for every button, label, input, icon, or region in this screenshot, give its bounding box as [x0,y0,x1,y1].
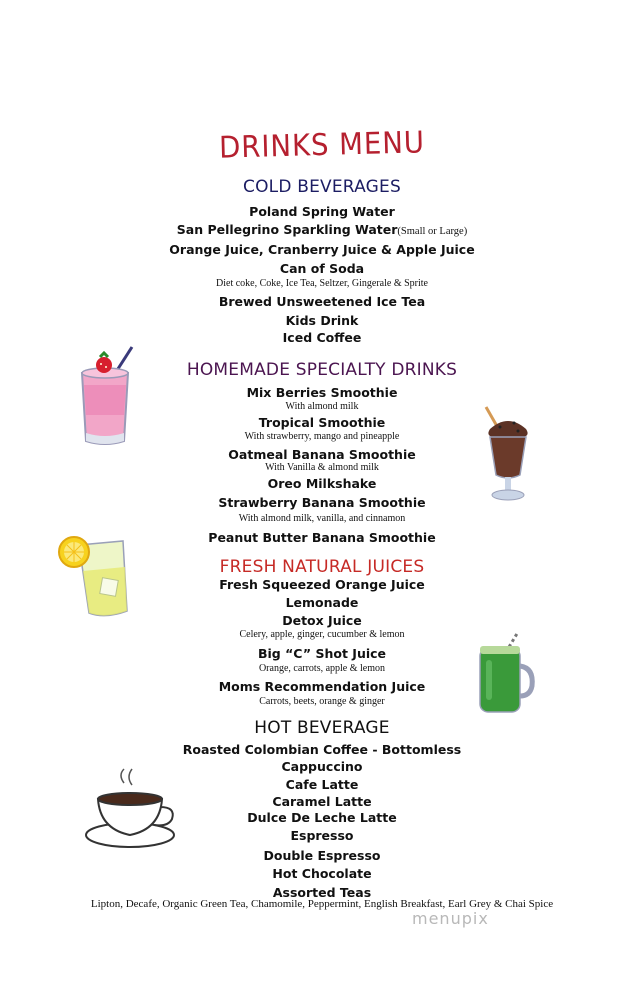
item-tropical-note: With strawberry, mango and pineapple [244,431,400,442]
item-double-espresso: Double Espresso [263,848,381,863]
item-mix-berries-note: With almond milk [285,401,359,412]
item-poland-spring: Poland Spring Water [249,204,395,219]
item-peanut-butter: Peanut Butter Banana Smoothie [208,530,436,545]
fresh-juices-heading: FRESH NATURAL JUICES [219,557,425,577]
menu-title: DRINKS MENU [218,125,426,166]
item-can-of-soda-note: Diet coke, Coke, Ice Tea, Seltzer, Gingerale & Sprite [216,278,428,289]
item-can-of-soda: Can of Soda [279,261,365,276]
item-espresso: Espresso [290,828,354,843]
item-caramel-latte: Caramel Latte [272,794,372,809]
item-colombian-coffee: Roasted Colombian Coffee - Bottomless [182,742,462,757]
item-moms-recommendation: Moms Recommendation Juice [218,679,426,694]
item-assorted-teas: Assorted Teas [272,885,372,900]
item-oreo-milkshake: Oreo Milkshake [267,476,377,491]
hot-beverage-heading: HOT BEVERAGE [254,718,390,738]
item-big-c: Big “C” Shot Juice [257,646,387,661]
item-oatmeal-banana: Oatmeal Banana Smoothie [228,447,416,462]
item-lemonade: Lemonade [285,595,359,610]
item-detox-note: Celery, apple, ginger, cucumber & lemon [239,629,405,640]
item-cafe-latte: Cafe Latte [285,777,359,792]
green-juice-jar-icon [472,630,542,720]
item-strawberry-banana: Strawberry Banana Smoothie [218,495,426,510]
specialty-drinks-heading: HOMEMADE SPECIALTY DRINKS [186,360,458,380]
item-tropical: Tropical Smoothie [258,415,386,430]
coffee-cup-icon [82,765,182,855]
item-oatmeal-banana-note: With Vanilla & almond milk [265,462,379,473]
item-san-pellegrino-size: (Small or Large) [397,226,468,237]
item-san-pellegrino-label: San Pellegrino Sparkling Water [176,222,398,237]
item-strawberry-banana-note: With almond milk, vanilla, and cinnamon [238,513,406,524]
item-orange-juice: Fresh Squeezed Orange Juice [219,577,425,592]
lemonade-glass-icon [57,533,132,623]
watermark: menupix [412,909,489,928]
item-hot-chocolate: Hot Chocolate [272,866,372,881]
smoothie-glass-icon [74,345,144,450]
item-san-pellegrino [0,222,644,237]
item-juices: Orange Juice, Cranberry Juice & Apple Juice [169,242,475,257]
item-moms-recommendation-note: Carrots, beets, orange & ginger [259,696,385,707]
item-detox: Detox Juice [282,613,362,628]
cold-beverages-heading: COLD BEVERAGES [243,177,401,197]
item-dulce-de-leche: Dulce De Leche Latte [247,810,397,825]
item-big-c-note: Orange, carrots, apple & lemon [258,663,386,674]
item-cappuccino: Cappuccino [281,759,363,774]
item-mix-berries: Mix Berries Smoothie [246,385,398,400]
milkshake-icon [478,405,538,510]
item-iced-coffee: Iced Coffee [282,330,362,345]
item-kids-drink: Kids Drink [285,313,359,328]
item-ice-tea: Brewed Unsweetened Ice Tea [218,294,426,309]
item-assorted-teas-note: Lipton, Decafe, Organic Green Tea, Chamomile, Peppermint, English Breakfast, Earl Grey & Chai Spice [90,898,554,910]
